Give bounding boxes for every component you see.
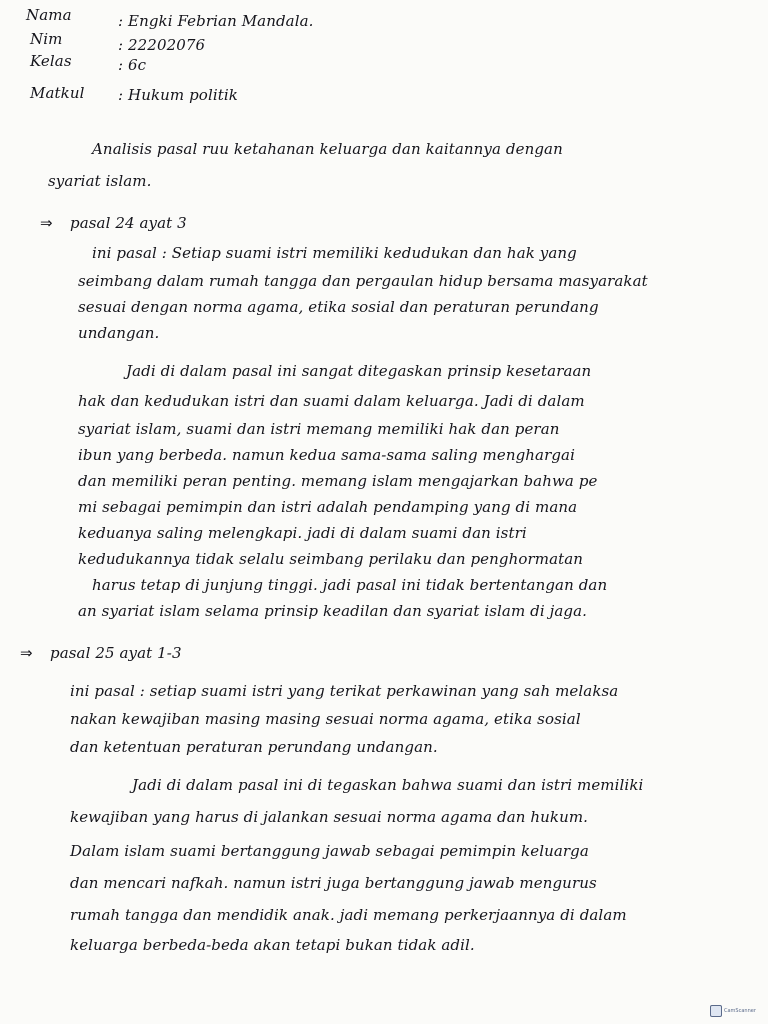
section1-heading: pasal 24 ayat 3 [70,214,187,232]
kelas-value: : 6c [118,56,147,74]
nama-value: : Engki Febrian Mandala. [118,12,314,30]
scanner-stamp [710,1004,758,1018]
arrow-icon: ⇒ [40,214,53,232]
title-line-1: Analisis pasal ruu ketahanan keluarga dan kaitannya dengan [92,140,563,158]
section2-line: dan ketentuan peraturan perundang undangan. [70,738,438,756]
section2-line: kewajiban yang harus di jalankan sesuai norma agama dan hukum. [70,808,589,826]
section1-line: ini pasal : Setiap suami istri memiliki kedudukan dan hak yang [92,244,577,262]
section1-line: an syariat islam selama prinsip keadilan dan syariat islam di jaga. [78,602,588,620]
section2-line: rumah tangga dan mendidik anak. jadi memang perkerjaannya di dalam [70,906,627,924]
nim-label: Nim [30,30,63,48]
section1-line: ibun yang berbeda. namun kedua sama-sama saling menghargai [78,446,575,464]
matkul-label: Matkul [30,84,85,102]
nama-label: Nama [26,6,72,24]
section2-line: Dalam islam suami bertanggung jawab sebagai pemimpin keluarga [70,842,589,860]
section1-line: mi sebagai pemimpin dan istri adalah pendamping yang di mana [78,498,578,516]
title-line-2: syariat islam. [48,172,152,190]
matkul-value: : Hukum politik [118,86,238,104]
section1-line: seimbang dalam rumah tangga dan pergaulan hidup bersama masyarakat [78,272,648,290]
arrow-icon: ⇒ [20,644,33,662]
section2-line: dan mencari nafkah. namun istri juga bertanggung jawab mengurus [70,874,597,892]
scanner-stamp-text: CamScanner [724,1008,756,1014]
section1-line: harus tetap di junjung tinggi. jadi pasal ini tidak bertentangan dan [92,576,608,594]
section1-line: Jadi di dalam pasal ini sangat ditegaskan prinsip kesetaraan [126,362,592,380]
section1-line: syariat islam, suami dan istri memang memiliki hak dan peran [78,420,560,438]
section2-line: Jadi di dalam pasal ini di tegaskan bahwa suami dan istri memiliki [132,776,644,794]
section1-line: sesuai dengan norma agama, etika sosial dan peraturan perundang [78,298,599,316]
section1-line: undangan. [78,324,160,342]
kelas-label: Kelas [30,52,72,70]
section2-line: ini pasal : setiap suami istri yang terikat perkawinan yang sah melaksa [70,682,619,700]
section1-line: dan memiliki peran penting. memang islam mengajarkan bahwa pe [78,472,598,490]
section1-line: hak dan kedudukan istri dan suami dalam keluarga. Jadi di dalam [78,392,585,410]
section2-line: nakan kewajiban masing masing sesuai norma agama, etika sosial [70,710,581,728]
section1-line: kedudukannya tidak selalu seimbang perilaku dan penghormatan [78,550,584,568]
nim-value: : 22202076 [118,36,206,54]
scanner-stamp-icon [710,1005,722,1017]
section1-line: keduanya saling melengkapi. jadi di dalam suami dan istri [78,524,527,542]
section2-heading: pasal 25 ayat 1-3 [50,644,182,662]
section2-line: keluarga berbeda-beda akan tetapi bukan tidak adil. [70,936,475,954]
